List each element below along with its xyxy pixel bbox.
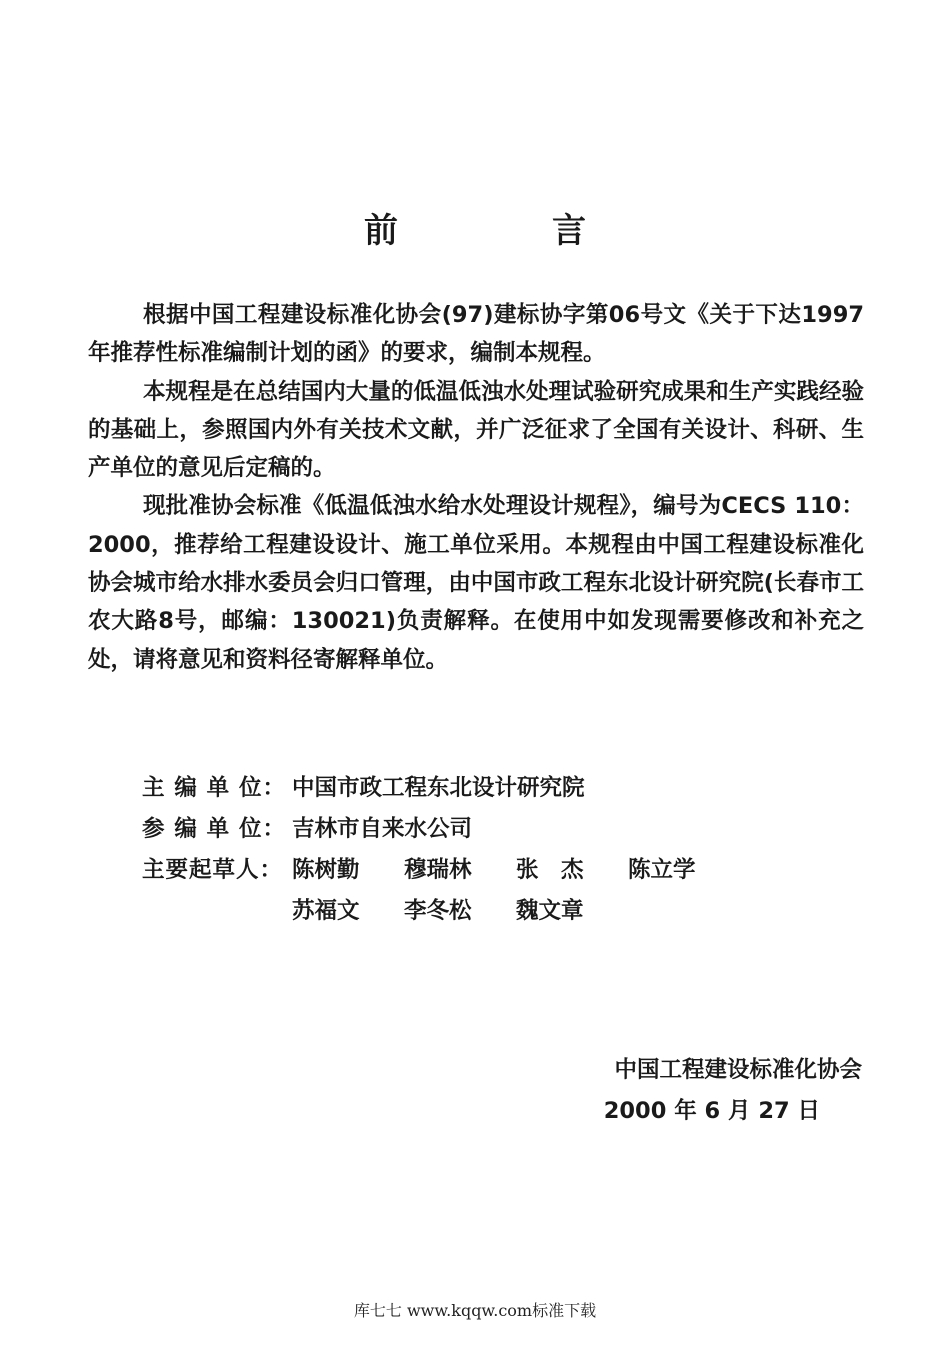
page-title: 前 言: [364, 211, 646, 251]
preface-body: [88, 296, 864, 679]
drafters-row-2: [142, 891, 740, 932]
drafter-name: 穆瑞林: [404, 857, 472, 883]
signature-date: 2000 年 6 月 27 日: [603, 1098, 820, 1124]
chief-editor-label: 主 编 单 位：: [142, 775, 286, 801]
paragraph-1: 根据中国工程建设标准化协会(97)建标协字第06号文《关于下达1997年推荐性标准编制计划的函》的要求，编制本规程。: [88, 302, 864, 367]
drafter-name: 李冬松: [404, 898, 472, 924]
footer-watermark: 库七七 www.kqqw.com标准下载: [353, 1301, 597, 1320]
drafters-names-line-1: [292, 850, 740, 891]
chief-editor-value: 中国市政工程东北设计研究院: [292, 775, 585, 801]
drafter-name: 张 杰: [516, 857, 584, 883]
drafters-names-line-2: [292, 891, 628, 932]
chief-editor-row: [142, 768, 740, 809]
drafter-name: 魏文章: [516, 898, 584, 924]
drafter-name: 陈立学: [628, 857, 696, 883]
paragraph-2: 本规程是在总结国内大量的低温低浊水处理试验研究成果和生产实践经验的基础上，参照国内外有关技术文献，并广泛征求了全国有关设计、科研、生产单位的意见后定稿的。: [88, 378, 864, 482]
drafter-name: 苏福文: [292, 898, 360, 924]
participant-label: 参 编 单 位：: [142, 816, 286, 842]
signature-org: 中国工程建设标准化协会: [614, 1057, 862, 1083]
participant-row: [142, 809, 740, 850]
signature-block: [604, 1050, 862, 1132]
drafters-row: [142, 850, 740, 891]
drafters-label: 主要起草人：: [142, 857, 284, 883]
participant-value: 吉林市自来水公司: [292, 816, 473, 842]
paragraph-3: 现批准协会标准《低温低浊水给水处理设计规程》，编号为CECS 110：2000，推荐给工程建设设计、施工单位采用。本规程由中国工程建设标准化协会城市给水排水委员会归口管理，由中国市政工程东北设计研究院(长春市工农大路8号，邮编：130021)负责解释。在使用中如发现需要修改和补充之处，请将意见和资料径寄解释单位。: [88, 493, 864, 673]
credits-block: [142, 768, 740, 932]
drafter-name: 陈树勤: [292, 857, 360, 883]
